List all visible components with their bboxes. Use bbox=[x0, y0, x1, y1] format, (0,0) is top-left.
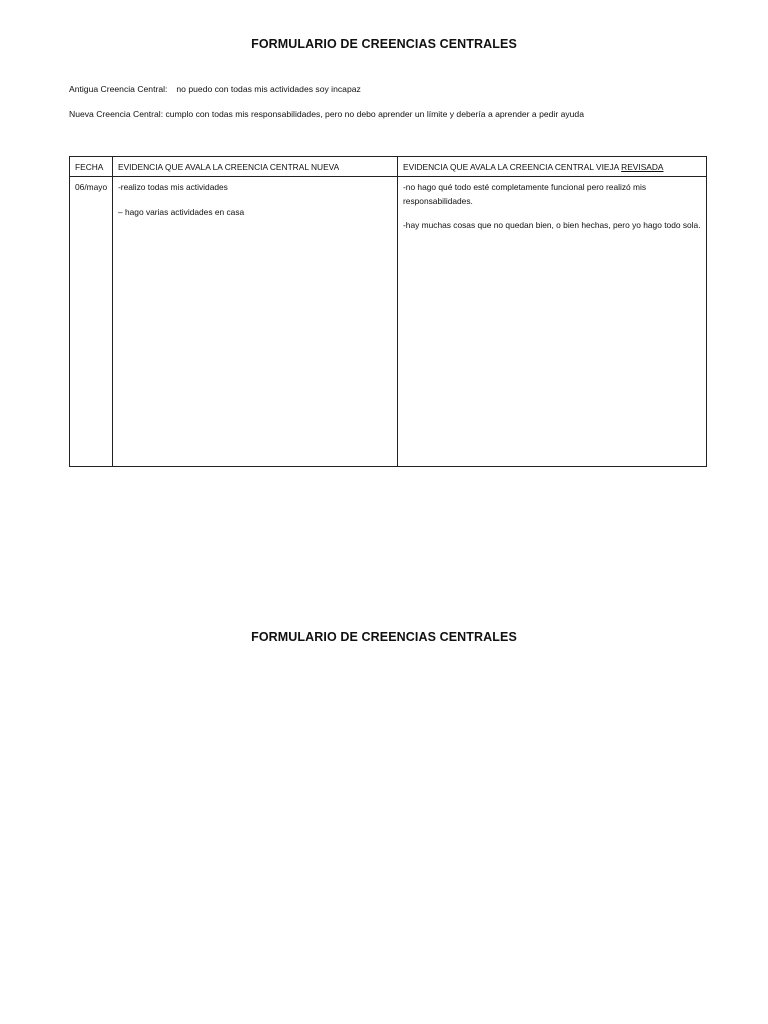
header-old-evidence-text: EVIDENCIA QUE AVALA LA CREENCIA CENTRAL VIEJA bbox=[403, 162, 619, 172]
table-row bbox=[70, 177, 707, 467]
evidence-table bbox=[69, 156, 707, 467]
old-belief-line bbox=[69, 84, 361, 94]
new-belief-label: Nueva Creencia Central: bbox=[69, 109, 164, 119]
old-evidence-item: -no hago qué todo esté completamente funcional pero realizó mis responsabilidades. bbox=[403, 182, 647, 206]
old-belief-label: Antigua Creencia Central: bbox=[69, 84, 168, 94]
second-page-title: FORMULARIO DE CREENCIAS CENTRALES bbox=[251, 630, 517, 644]
row-old-evidence bbox=[398, 177, 707, 467]
old-evidence-item: -hay muchas cosas que no quedan bien, o bien hechas, pero yo hago todo sola. bbox=[403, 220, 701, 230]
new-evidence-item: – hago varias actividades en casa bbox=[118, 207, 245, 217]
table-header-row bbox=[70, 157, 707, 177]
header-old-evidence bbox=[398, 157, 707, 177]
header-old-evidence-revisada: REVISADA bbox=[621, 162, 664, 172]
new-evidence-item: -realizo todas mis actividades bbox=[118, 182, 228, 192]
old-belief-value: no puedo con todas mis actividades soy incapaz bbox=[176, 84, 361, 94]
form-title: FORMULARIO DE CREENCIAS CENTRALES bbox=[251, 37, 517, 51]
row-new-evidence bbox=[113, 177, 398, 467]
new-belief-line bbox=[69, 109, 584, 119]
new-belief-value: cumplo con todas mis responsabilidades, pero no debo aprender un límite y debería a aprender a pedir ayuda bbox=[165, 109, 584, 119]
header-date: FECHA bbox=[70, 157, 113, 177]
row-date: 06/mayo bbox=[70, 177, 113, 467]
header-new-evidence: EVIDENCIA QUE AVALA LA CREENCIA CENTRAL NUEVA bbox=[113, 157, 398, 177]
